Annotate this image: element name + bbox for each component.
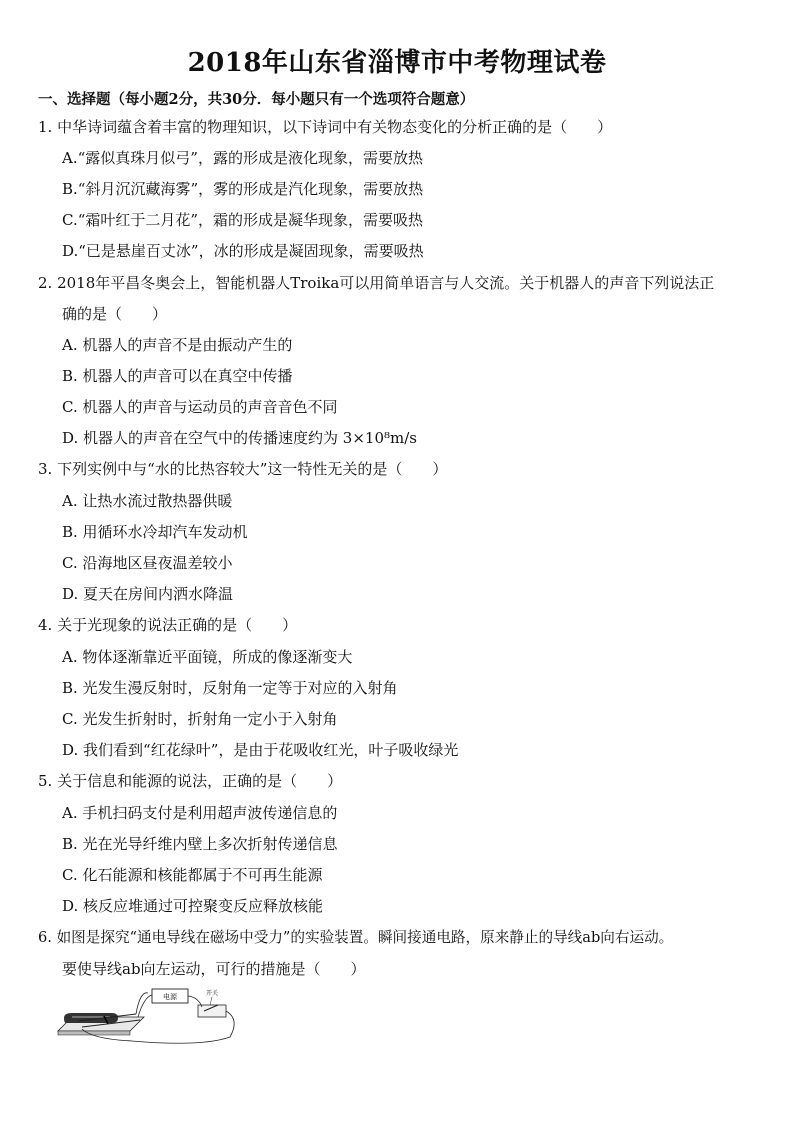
question-2-stem-cont: 确的是（ ） [62,305,168,323]
question-4-option-d: D. 我们看到“红花绿叶”，是由于花吸收红光，叶子吸收绿光 [62,741,459,759]
question-1-option-a: A.“露似真珠月似弓”，露的形成是液化现象，需要放热 [62,149,423,167]
question-2-option-b: B. 机器人的声音可以在真空中传播 [62,367,293,385]
question-6-stem: 6. 如图是探究“通电导线在磁场中受力”的实验装置。瞬间接通电路，原来静止的导线ab向右运动。 [38,929,674,946]
question-4-option-a: A. 物体逐渐靠近平面镜，所成的像逐渐变大 [62,648,353,666]
question-1-option-d: D.“已是悬崖百丈冰”，冰的形成是凝固现象，需要吸热 [62,242,424,260]
power-source-label: 电源 [163,993,177,1001]
question-3-option-d: D. 夏天在房间内洒水降温 [62,585,234,603]
question-4-stem: 4. 关于光现象的说法正确的是（ ） [38,616,298,634]
question-5-option-b: B. 光在光导纤维内壁上多次折射传递信息 [62,835,338,853]
question-6-stem-cont: 要使导线ab向左运动，可行的措施是（ ） [62,960,366,978]
question-3-option-a: A. 让热水流过散热器供暖 [62,492,233,510]
question-5-option-c: C. 化石能源和核能都属于不可再生能源 [62,866,323,884]
question-2-option-c: C. 机器人的声音与运动员的声音音色不同 [62,398,338,416]
experiment-figure [52,987,242,1049]
question-3-stem: 3. 下列实例中与“水的比热容较大”这一特性无关的是（ ） [38,460,448,478]
page-title: 2018年山东省淄博市中考物理试卷 [187,48,607,78]
question-5-option-a: A. 手机扫码支付是利用超声波传递信息的 [62,804,338,822]
question-1-option-c: C.“霜叶红于二月花”，霜的形成是凝华现象，需要吸热 [62,211,424,229]
question-2-option-d: D. 机器人的声音在空气中的传播速度约为 3×10⁸m/s [62,429,417,447]
magnet-icon [64,1013,118,1023]
switch-label: 开关 [205,990,219,997]
question-3-option-b: B. 用循环水冷却汽车发动机 [62,523,248,541]
section-heading: 一、选择题（每小题2分，共30分．每小题只有一个选项符合题意） [38,91,475,108]
question-4-option-b: B. 光发生漫反射时，反射角一定等于对应的入射角 [62,679,398,697]
question-2-option-a: A. 机器人的声音不是由振动产生的 [62,336,293,354]
question-3-option-c: C. 沿海地区昼夜温差较小 [62,554,233,572]
question-1-stem: 1. 中华诗词蕴含着丰富的物理知识，以下诗词中有关物态变化的分析正确的是（ ） [38,118,613,136]
question-2-stem: 2. 2018年平昌冬奥会上，智能机器人Troika可以用简单语言与人交流。关于机器人的声音下列说法正 [38,274,715,292]
question-5-stem: 5. 关于信息和能源的说法，正确的是（ ） [38,772,343,790]
question-1-option-b: B.“斜月沉沉藏海雾”，雾的形成是汽化现象，需要放热 [62,180,424,198]
question-5-option-d: D. 核反应堆通过可控聚变反应释放核能 [62,897,324,915]
question-4-option-c: C. 光发生折射时，折射角一定小于入射角 [62,710,338,728]
